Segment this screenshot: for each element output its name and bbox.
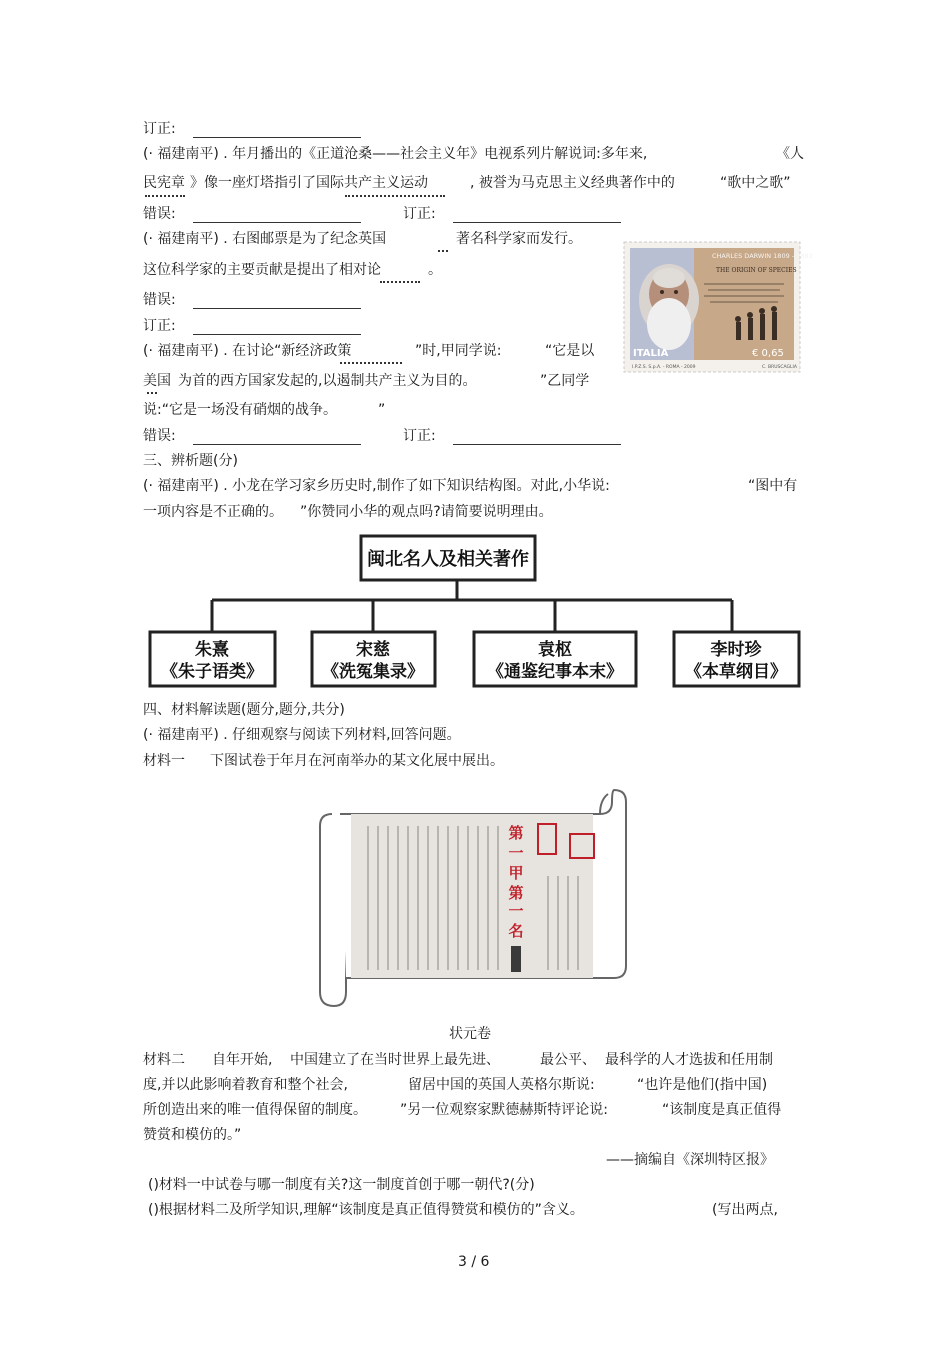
scroll-title-char: 甲 [508, 864, 524, 882]
diagram-node-work: 《朱子语类》 [161, 662, 263, 682]
material-text: 下图试卷于年月在河南举办的某文化展中展出。 [210, 753, 504, 769]
question-text: 民宪章 [143, 175, 185, 191]
diagram-root-label: 闽北名人及相关著作 [367, 549, 529, 570]
diagram-node-name: 李时珍 [710, 640, 762, 660]
section-title: 三、辨析题(分) [143, 453, 238, 469]
question-text: 》像一座灯塔指引了国际共产主义运动 [190, 175, 428, 191]
question-text: (· 福建南平) . 右图邮票是为了纪念英国 [143, 231, 387, 247]
material-label: 材料一 [143, 753, 185, 769]
question-text: “它是以 [545, 343, 595, 359]
question-text: , 被誉为马克思主义经典著作中的 [470, 175, 675, 191]
answer-line[interactable] [193, 308, 361, 309]
diagram-node-work: 《洗冤集录》 [322, 662, 424, 682]
stamp-book-title: THE ORIGIN OF SPECIES [716, 267, 797, 274]
question-text: ”乙同学 [540, 373, 590, 389]
error-label: 错误: [143, 292, 176, 308]
darwin-stamp-image [624, 242, 813, 372]
scroll-title-char: 一 [508, 902, 524, 920]
fix-label: 订正: [143, 121, 176, 137]
material-text: 赞赏和模仿的。” [143, 1127, 242, 1143]
question-text: “歌中之歌” [720, 175, 791, 191]
material-text: 中国建立了在当时世界上最先进、 [290, 1052, 500, 1068]
image-caption: 状元卷 [449, 1026, 491, 1042]
stamp-header-text: CHARLES DARWIN 1809 - 1882 [712, 252, 813, 260]
answer-line[interactable] [193, 334, 361, 335]
answer-line[interactable] [193, 222, 361, 223]
question-text: ”时,甲同学说: [415, 343, 502, 359]
question-text: 著名科学家而发行。 [456, 231, 582, 247]
page-number: 3 / 6 [458, 1254, 490, 1270]
question-text: 。 [428, 262, 442, 278]
scroll-title-char: 第 [508, 824, 524, 842]
answer-line[interactable] [193, 444, 361, 445]
answer-line[interactable] [453, 222, 621, 223]
stamp-footer-left: I.P.Z.S. S.p.A. - ROMA - 2009 [632, 365, 696, 370]
diagram-node-name: 朱熹 [195, 640, 229, 660]
stamp-price: € 0,65 [752, 348, 784, 359]
diagram-node-name: 宋慈 [356, 640, 390, 660]
knowledge-structure-diagram [145, 533, 805, 693]
material-text: ”另一位观察家默德赫斯特评论说: [400, 1102, 608, 1118]
fix-label: 订正: [403, 428, 436, 444]
error-label: 错误: [143, 206, 176, 222]
dot-mark [438, 246, 448, 252]
sub-question: ()材料一中试卷与哪一制度有关?这一制度首创于哪一朝代?(分) [148, 1177, 535, 1193]
question-text: (· 福建南平) . 年月播出的《正道沧桑——社会主义年》电视系列片解说词:多年来, [143, 146, 648, 162]
sub-question: ()根据材料二及所学知识,理解“该制度是真正值得赞赏和模仿的”含义。 [148, 1202, 584, 1218]
question-text: 《人 [776, 146, 804, 162]
question-text: 为首的西方国家发起的,以遏制共产主义为目的。 [178, 373, 477, 389]
stamp-footer-right: C. BRUSCAGLIA [762, 365, 797, 370]
dot-mark [380, 277, 420, 283]
material-text: 最科学的人才选拔和任用制 [605, 1052, 773, 1068]
diagram-node-work: 《本草纲目》 [685, 662, 787, 682]
dot-mark [340, 358, 402, 364]
error-label: 错误: [143, 428, 176, 444]
question-text: ”你赞同小华的观点吗?请简要说明理由。 [300, 504, 553, 520]
stamp-country: ITALIA [633, 348, 669, 359]
question-text: ” [378, 402, 386, 418]
scroll-title-char: 一 [508, 844, 524, 862]
question-text: 这位科学家的主要贡献是提出了相对论 [143, 262, 381, 278]
material-text: “该制度是真正值得 [662, 1102, 782, 1118]
fix-label: 订正: [403, 206, 436, 222]
answer-line[interactable] [453, 444, 621, 445]
material-text: “也许是他们(指中国) [637, 1077, 768, 1093]
material-text: 自年开始, [212, 1052, 273, 1068]
question-text: 一项内容是不正确的。 [143, 504, 283, 520]
answer-line[interactable] [193, 137, 361, 138]
question-text: 说:“它是一场没有硝烟的战争。 [143, 402, 337, 418]
question-text: (· 福建南平) . 在讨论“新经济政策 [143, 343, 352, 359]
source-citation: ——摘编自《深圳特区报》 [606, 1152, 774, 1168]
dot-mark [145, 191, 185, 197]
material-text: 留居中国的英国人英格尔斯说: [408, 1077, 595, 1093]
question-text: (· 福建南平) . 小龙在学习家乡历史时,制作了如下知识结构图。对此,小华说: [143, 478, 610, 494]
question-text: (· 福建南平) . 仔细观察与阅读下列材料,回答问题。 [143, 727, 461, 743]
material-text: 度,并以此影响着教育和整个社会, [143, 1077, 348, 1093]
fix-label: 订正: [143, 318, 176, 334]
dot-mark [345, 191, 445, 197]
question-text: 美国 [143, 373, 171, 389]
material-text: 所创造出来的唯一值得保留的制度。 [143, 1102, 367, 1118]
diagram-node-work: 《通鉴纪事本末》 [487, 662, 623, 682]
material-text: 最公平、 [540, 1052, 596, 1068]
sub-question: (写出两点, [712, 1202, 778, 1218]
diagram-node-name: 袁枢 [538, 640, 572, 660]
scroll-title-char: 第 [508, 884, 524, 902]
question-text: “图中有 [748, 478, 798, 494]
material-label: 材料二 [143, 1052, 185, 1068]
scroll-exam-paper-image [318, 786, 630, 1008]
scroll-title-char: 名 [508, 922, 524, 940]
section-title: 四、材料解读题(题分,题分,共分) [143, 702, 345, 718]
dot-mark [147, 388, 157, 394]
